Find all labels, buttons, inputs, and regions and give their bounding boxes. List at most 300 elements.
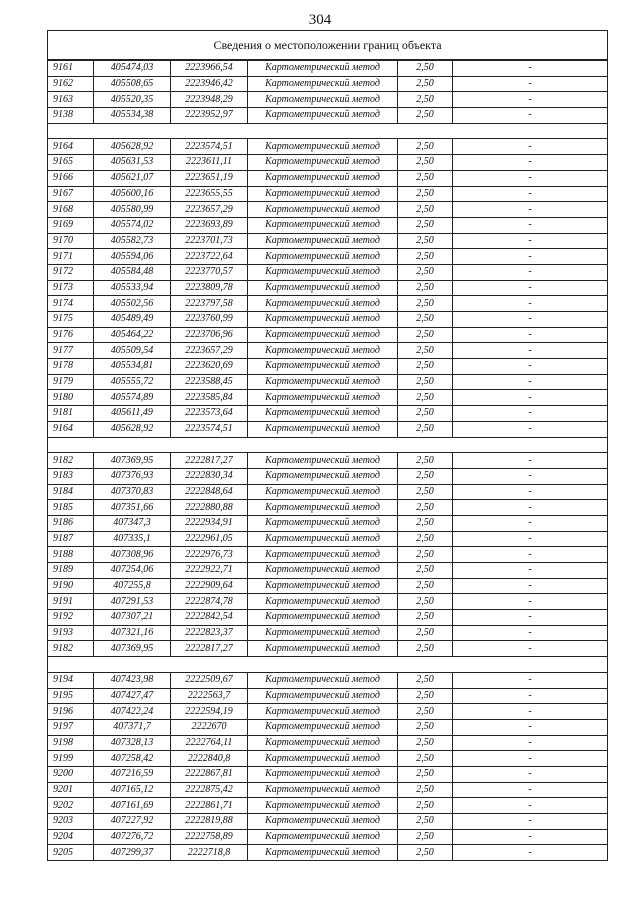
description-cell: - xyxy=(453,547,608,563)
separator-cell xyxy=(94,657,171,673)
coord-x-cell: 407291,53 xyxy=(94,594,171,610)
group-separator-row xyxy=(48,123,608,139)
precision-cell: 2,50 xyxy=(398,61,453,77)
coord-x-cell: 407328,13 xyxy=(94,735,171,751)
coord-y-cell: 2222823,37 xyxy=(171,625,248,641)
coord-y-cell: 2223651,19 xyxy=(171,170,248,186)
description-cell: - xyxy=(453,374,608,390)
coord-x-cell: 407371,7 xyxy=(94,719,171,735)
point-number-cell: 9172 xyxy=(48,264,94,280)
description-cell: - xyxy=(453,327,608,343)
point-number-cell: 9179 xyxy=(48,374,94,390)
point-number-cell: 9167 xyxy=(48,186,94,202)
coord-y-cell: 2223655,55 xyxy=(171,186,248,202)
table-row xyxy=(48,672,608,688)
description-cell: - xyxy=(453,594,608,610)
description-cell: - xyxy=(453,468,608,484)
precision-cell: 2,50 xyxy=(398,264,453,280)
coord-y-cell: 2222875,42 xyxy=(171,782,248,798)
coord-y-cell: 2223574,51 xyxy=(171,421,248,437)
point-number-cell: 9180 xyxy=(48,390,94,406)
description-cell: - xyxy=(453,280,608,296)
table-row xyxy=(48,563,608,579)
point-number-cell: 9184 xyxy=(48,484,94,500)
precision-cell: 2,50 xyxy=(398,845,453,861)
description-cell: - xyxy=(453,155,608,171)
coord-y-cell: 2222880,88 xyxy=(171,500,248,516)
table-row xyxy=(48,359,608,375)
method-cell: Картометрический метод xyxy=(248,217,398,233)
method-cell: Картометрический метод xyxy=(248,594,398,610)
coord-x-cell: 407351,66 xyxy=(94,500,171,516)
precision-cell: 2,50 xyxy=(398,500,453,516)
method-cell: Картометрический метод xyxy=(248,610,398,626)
page-number: 304 xyxy=(308,12,332,28)
coord-y-cell: 2222934,91 xyxy=(171,515,248,531)
coord-y-cell: 2223948,29 xyxy=(171,92,248,108)
point-number-cell: 9169 xyxy=(48,217,94,233)
coord-x-cell: 405574,89 xyxy=(94,390,171,406)
method-cell: Картометрический метод xyxy=(248,249,398,265)
separator-cell xyxy=(171,123,248,139)
table-row xyxy=(48,845,608,861)
method-cell: Картометрический метод xyxy=(248,170,398,186)
description-cell: - xyxy=(453,845,608,861)
table-row xyxy=(48,343,608,359)
table-row xyxy=(48,186,608,202)
point-number-cell: 9186 xyxy=(48,515,94,531)
method-cell: Картометрический метод xyxy=(248,155,398,171)
description-cell: - xyxy=(453,531,608,547)
separator-cell xyxy=(453,123,608,139)
precision-cell: 2,50 xyxy=(398,515,453,531)
method-cell: Картометрический метод xyxy=(248,406,398,422)
coord-x-cell: 405580,99 xyxy=(94,202,171,218)
point-number-cell: 9191 xyxy=(48,594,94,610)
precision-cell: 2,50 xyxy=(398,563,453,579)
coord-x-cell: 407165,12 xyxy=(94,782,171,798)
table-row xyxy=(48,421,608,437)
separator-cell xyxy=(453,437,608,453)
point-number-cell: 9164 xyxy=(48,139,94,155)
table-row xyxy=(48,547,608,563)
table-row xyxy=(48,233,608,249)
description-cell: - xyxy=(453,264,608,280)
table-row xyxy=(48,453,608,469)
method-cell: Картометрический метод xyxy=(248,76,398,92)
coord-x-cell: 407370,83 xyxy=(94,484,171,500)
coord-y-cell: 2222861,71 xyxy=(171,798,248,814)
precision-cell: 2,50 xyxy=(398,719,453,735)
point-number-cell: 9181 xyxy=(48,406,94,422)
coord-x-cell: 407258,42 xyxy=(94,751,171,767)
method-cell: Картометрический метод xyxy=(248,751,398,767)
description-cell: - xyxy=(453,610,608,626)
point-number-cell: 9168 xyxy=(48,202,94,218)
separator-cell xyxy=(398,657,453,673)
description-cell: - xyxy=(453,202,608,218)
point-number-cell: 9188 xyxy=(48,547,94,563)
point-number-cell: 9198 xyxy=(48,735,94,751)
description-cell: - xyxy=(453,139,608,155)
precision-cell: 2,50 xyxy=(398,76,453,92)
description-cell: - xyxy=(453,92,608,108)
method-cell: Картометрический метод xyxy=(248,672,398,688)
coord-y-cell: 2222764,11 xyxy=(171,735,248,751)
separator-cell xyxy=(94,123,171,139)
description-cell: - xyxy=(453,76,608,92)
description-cell: - xyxy=(453,390,608,406)
table-row xyxy=(48,296,608,312)
coord-x-cell: 405628,92 xyxy=(94,421,171,437)
coord-y-cell: 2222874,78 xyxy=(171,594,248,610)
table-row xyxy=(48,735,608,751)
method-cell: Картометрический метод xyxy=(248,500,398,516)
method-cell: Картометрический метод xyxy=(248,814,398,830)
coord-y-cell: 2223588,45 xyxy=(171,374,248,390)
table-row xyxy=(48,531,608,547)
table-row xyxy=(48,719,608,735)
method-cell: Картометрический метод xyxy=(248,782,398,798)
point-number-cell: 9192 xyxy=(48,610,94,626)
description-cell: - xyxy=(453,751,608,767)
description-cell: - xyxy=(453,814,608,830)
coord-y-cell: 2222976,73 xyxy=(171,547,248,563)
precision-cell: 2,50 xyxy=(398,484,453,500)
coord-x-cell: 405509,54 xyxy=(94,343,171,359)
table-row xyxy=(48,500,608,516)
point-number-cell: 9195 xyxy=(48,688,94,704)
precision-cell: 2,50 xyxy=(398,641,453,657)
table-row xyxy=(48,704,608,720)
description-cell: - xyxy=(453,453,608,469)
precision-cell: 2,50 xyxy=(398,327,453,343)
point-number-cell: 9176 xyxy=(48,327,94,343)
coord-y-cell: 2222670 xyxy=(171,719,248,735)
point-number-cell: 9171 xyxy=(48,249,94,265)
description-cell: - xyxy=(453,359,608,375)
description-cell: - xyxy=(453,170,608,186)
coord-y-cell: 2222509,67 xyxy=(171,672,248,688)
table-row xyxy=(48,217,608,233)
precision-cell: 2,50 xyxy=(398,280,453,296)
method-cell: Картометрический метод xyxy=(248,186,398,202)
description-cell: - xyxy=(453,704,608,720)
coord-y-cell: 2223585,84 xyxy=(171,390,248,406)
method-cell: Картометрический метод xyxy=(248,578,398,594)
coord-x-cell: 407254,06 xyxy=(94,563,171,579)
precision-cell: 2,50 xyxy=(398,453,453,469)
coord-x-cell: 407299,37 xyxy=(94,845,171,861)
method-cell: Картометрический метод xyxy=(248,61,398,77)
precision-cell: 2,50 xyxy=(398,155,453,171)
table-row xyxy=(48,798,608,814)
separator-cell xyxy=(171,437,248,453)
description-cell: - xyxy=(453,500,608,516)
precision-cell: 2,50 xyxy=(398,312,453,328)
precision-cell: 2,50 xyxy=(398,531,453,547)
coord-x-cell: 407369,95 xyxy=(94,641,171,657)
boundary-table-sheet xyxy=(47,30,608,861)
table-row xyxy=(48,61,608,77)
coord-y-cell: 2223770,57 xyxy=(171,264,248,280)
table-row xyxy=(48,92,608,108)
coord-y-cell: 2222909,64 xyxy=(171,578,248,594)
point-number-cell: 9189 xyxy=(48,563,94,579)
coord-x-cell: 405555,72 xyxy=(94,374,171,390)
method-cell: Картометрический метод xyxy=(248,390,398,406)
precision-cell: 2,50 xyxy=(398,798,453,814)
point-number-cell: 9174 xyxy=(48,296,94,312)
coord-x-cell: 407376,93 xyxy=(94,468,171,484)
description-cell: - xyxy=(453,343,608,359)
coord-x-cell: 407321,16 xyxy=(94,625,171,641)
coord-x-cell: 405533,94 xyxy=(94,280,171,296)
description-cell: - xyxy=(453,641,608,657)
table-row xyxy=(48,312,608,328)
separator-cell xyxy=(453,657,608,673)
method-cell: Картометрический метод xyxy=(248,374,398,390)
point-number-cell: 9187 xyxy=(48,531,94,547)
group-separator-row xyxy=(48,437,608,453)
point-number-cell: 9182 xyxy=(48,453,94,469)
separator-cell xyxy=(48,437,94,453)
point-number-cell: 9197 xyxy=(48,719,94,735)
precision-cell: 2,50 xyxy=(398,139,453,155)
table-row xyxy=(48,829,608,845)
precision-cell: 2,50 xyxy=(398,406,453,422)
table-row xyxy=(48,139,608,155)
point-number-cell: 9200 xyxy=(48,766,94,782)
precision-cell: 2,50 xyxy=(398,343,453,359)
table-body xyxy=(48,61,608,861)
precision-cell: 2,50 xyxy=(398,578,453,594)
description-cell: - xyxy=(453,312,608,328)
coord-x-cell: 405508,65 xyxy=(94,76,171,92)
coord-y-cell: 2222867,81 xyxy=(171,766,248,782)
coord-y-cell: 2223946,42 xyxy=(171,76,248,92)
table-row xyxy=(48,594,608,610)
description-cell: - xyxy=(453,563,608,579)
coord-y-cell: 2222830,34 xyxy=(171,468,248,484)
method-cell: Картометрический метод xyxy=(248,845,398,861)
coord-y-cell: 2223574,51 xyxy=(171,139,248,155)
point-number-cell: 9203 xyxy=(48,814,94,830)
group-separator-row xyxy=(48,657,608,673)
method-cell: Картометрический метод xyxy=(248,547,398,563)
point-number-cell: 9175 xyxy=(48,312,94,328)
coord-y-cell: 2222817,27 xyxy=(171,641,248,657)
method-cell: Картометрический метод xyxy=(248,688,398,704)
coord-x-cell: 407255,8 xyxy=(94,578,171,594)
point-number-cell: 9165 xyxy=(48,155,94,171)
description-cell: - xyxy=(453,406,608,422)
description-cell: - xyxy=(453,735,608,751)
point-number-cell: 9199 xyxy=(48,751,94,767)
precision-cell: 2,50 xyxy=(398,186,453,202)
table-row xyxy=(48,751,608,767)
coord-y-cell: 2223657,29 xyxy=(171,343,248,359)
precision-cell: 2,50 xyxy=(398,766,453,782)
separator-cell xyxy=(94,437,171,453)
description-cell: - xyxy=(453,719,608,735)
coord-y-cell: 2223573,64 xyxy=(171,406,248,422)
coord-y-cell: 2223657,29 xyxy=(171,202,248,218)
description-cell: - xyxy=(453,515,608,531)
coord-x-cell: 405600,16 xyxy=(94,186,171,202)
point-number-cell: 9178 xyxy=(48,359,94,375)
point-number-cell: 9163 xyxy=(48,92,94,108)
table-row xyxy=(48,406,608,422)
method-cell: Картометрический метод xyxy=(248,92,398,108)
table-row xyxy=(48,76,608,92)
point-number-cell: 9138 xyxy=(48,108,94,124)
table-title: Сведения о местоположении границ объекта xyxy=(47,30,608,60)
table-row xyxy=(48,374,608,390)
method-cell: Картометрический метод xyxy=(248,327,398,343)
coord-x-cell: 405631,53 xyxy=(94,155,171,171)
coord-x-cell: 405502,56 xyxy=(94,296,171,312)
precision-cell: 2,50 xyxy=(398,704,453,720)
table-row xyxy=(48,578,608,594)
method-cell: Картометрический метод xyxy=(248,296,398,312)
method-cell: Картометрический метод xyxy=(248,829,398,845)
description-cell: - xyxy=(453,217,608,233)
description-cell: - xyxy=(453,672,608,688)
point-number-cell: 9164 xyxy=(48,421,94,437)
table-row xyxy=(48,641,608,657)
precision-cell: 2,50 xyxy=(398,92,453,108)
precision-cell: 2,50 xyxy=(398,202,453,218)
coord-x-cell: 405628,92 xyxy=(94,139,171,155)
method-cell: Картометрический метод xyxy=(248,531,398,547)
coord-x-cell: 407427,47 xyxy=(94,688,171,704)
separator-cell xyxy=(398,437,453,453)
table-row xyxy=(48,327,608,343)
table-row xyxy=(48,390,608,406)
precision-cell: 2,50 xyxy=(398,814,453,830)
point-number-cell: 9183 xyxy=(48,468,94,484)
coord-x-cell: 405489,49 xyxy=(94,312,171,328)
coord-y-cell: 2223952,97 xyxy=(171,108,248,124)
coord-y-cell: 2222758,89 xyxy=(171,829,248,845)
precision-cell: 2,50 xyxy=(398,547,453,563)
coord-y-cell: 2222842,54 xyxy=(171,610,248,626)
coord-y-cell: 2223706,96 xyxy=(171,327,248,343)
coord-x-cell: 405594,06 xyxy=(94,249,171,265)
coord-x-cell: 405520,35 xyxy=(94,92,171,108)
method-cell: Картометрический метод xyxy=(248,202,398,218)
table-row xyxy=(48,468,608,484)
table-row xyxy=(48,625,608,641)
coord-x-cell: 405534,81 xyxy=(94,359,171,375)
precision-cell: 2,50 xyxy=(398,672,453,688)
method-cell: Картометрический метод xyxy=(248,264,398,280)
precision-cell: 2,50 xyxy=(398,625,453,641)
method-cell: Картометрический метод xyxy=(248,719,398,735)
description-cell: - xyxy=(453,688,608,704)
precision-cell: 2,50 xyxy=(398,233,453,249)
description-cell: - xyxy=(453,782,608,798)
coord-x-cell: 405464,22 xyxy=(94,327,171,343)
point-number-cell: 9162 xyxy=(48,76,94,92)
precision-cell: 2,50 xyxy=(398,390,453,406)
description-cell: - xyxy=(453,625,608,641)
point-number-cell: 9201 xyxy=(48,782,94,798)
coord-y-cell: 2223611,11 xyxy=(171,155,248,171)
separator-cell xyxy=(171,657,248,673)
precision-cell: 2,50 xyxy=(398,610,453,626)
description-cell: - xyxy=(453,829,608,845)
precision-cell: 2,50 xyxy=(398,688,453,704)
table-row xyxy=(48,484,608,500)
precision-cell: 2,50 xyxy=(398,468,453,484)
method-cell: Картометрический метод xyxy=(248,421,398,437)
description-cell: - xyxy=(453,484,608,500)
coord-y-cell: 2223966,54 xyxy=(171,61,248,77)
point-number-cell: 9182 xyxy=(48,641,94,657)
separator-cell xyxy=(48,123,94,139)
separator-cell xyxy=(48,657,94,673)
method-cell: Картометрический метод xyxy=(248,233,398,249)
description-cell: - xyxy=(453,766,608,782)
separator-cell xyxy=(398,123,453,139)
table-row xyxy=(48,610,608,626)
method-cell: Картометрический метод xyxy=(248,798,398,814)
table-row xyxy=(48,782,608,798)
point-number-cell: 9193 xyxy=(48,625,94,641)
table-row xyxy=(48,170,608,186)
coord-x-cell: 407161,69 xyxy=(94,798,171,814)
coord-x-cell: 407335,1 xyxy=(94,531,171,547)
coord-x-cell: 405474,03 xyxy=(94,61,171,77)
method-cell: Картометрический метод xyxy=(248,735,398,751)
table-row xyxy=(48,515,608,531)
coord-x-cell: 405582,73 xyxy=(94,233,171,249)
point-number-cell: 9204 xyxy=(48,829,94,845)
separator-cell xyxy=(248,437,398,453)
method-cell: Картометрический метод xyxy=(248,139,398,155)
table-row xyxy=(48,814,608,830)
coord-y-cell: 2223693,89 xyxy=(171,217,248,233)
table-row xyxy=(48,688,608,704)
table-row xyxy=(48,280,608,296)
point-number-cell: 9190 xyxy=(48,578,94,594)
description-cell: - xyxy=(453,296,608,312)
coord-y-cell: 2223722,64 xyxy=(171,249,248,265)
point-number-cell: 9166 xyxy=(48,170,94,186)
description-cell: - xyxy=(453,233,608,249)
precision-cell: 2,50 xyxy=(398,782,453,798)
table-row xyxy=(48,155,608,171)
precision-cell: 2,50 xyxy=(398,296,453,312)
description-cell: - xyxy=(453,798,608,814)
coord-x-cell: 407347,3 xyxy=(94,515,171,531)
precision-cell: 2,50 xyxy=(398,217,453,233)
description-cell: - xyxy=(453,421,608,437)
precision-cell: 2,50 xyxy=(398,751,453,767)
coord-y-cell: 2223797,58 xyxy=(171,296,248,312)
point-number-cell: 9170 xyxy=(48,233,94,249)
coord-y-cell: 2222594,19 xyxy=(171,704,248,720)
point-number-cell: 9185 xyxy=(48,500,94,516)
coord-y-cell: 2222563,7 xyxy=(171,688,248,704)
description-cell: - xyxy=(453,249,608,265)
method-cell: Картометрический метод xyxy=(248,625,398,641)
coord-y-cell: 2222848,64 xyxy=(171,484,248,500)
precision-cell: 2,50 xyxy=(398,829,453,845)
method-cell: Картометрический метод xyxy=(248,343,398,359)
